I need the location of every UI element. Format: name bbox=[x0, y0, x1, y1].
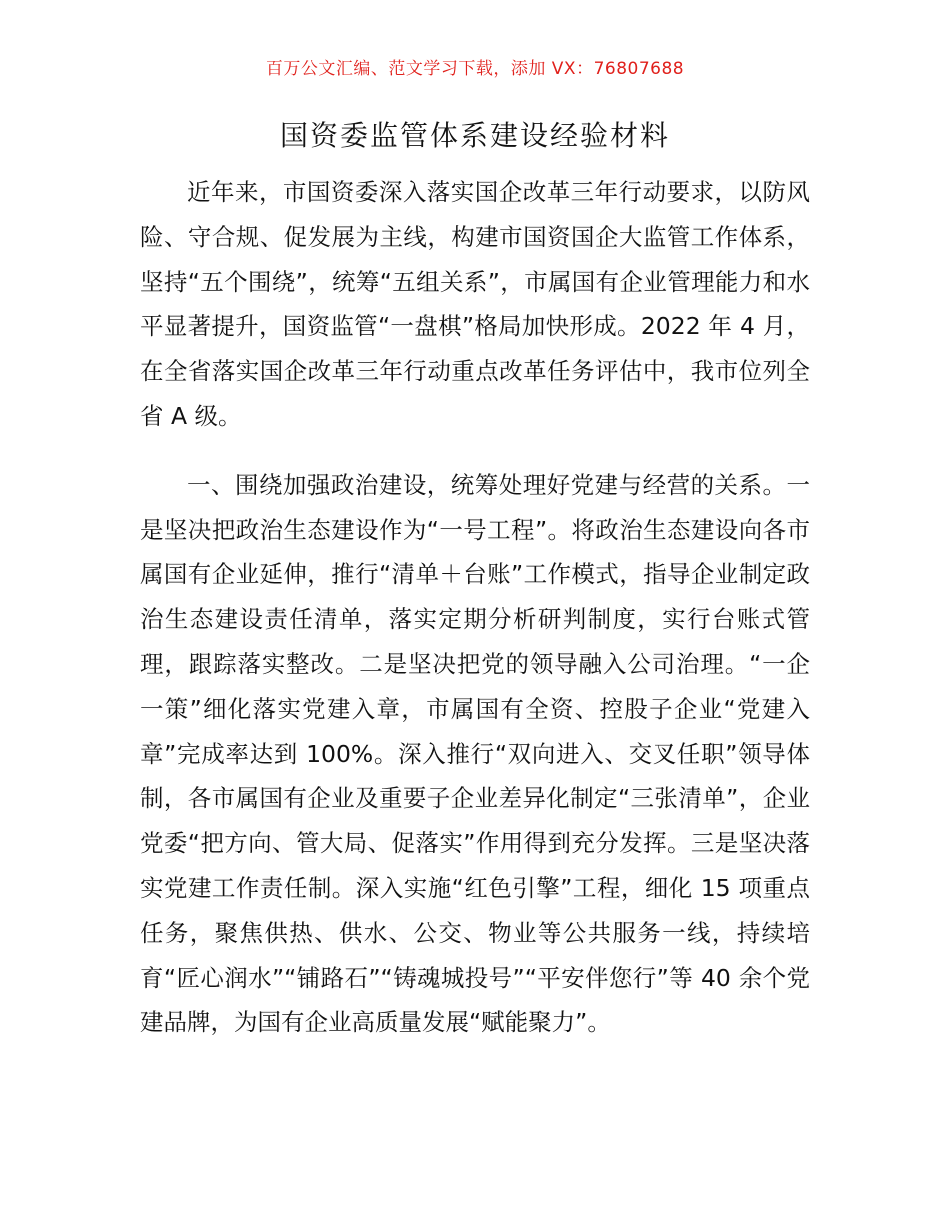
intro-paragraph: 近年来，市国资委深入落实国企改革三年行动要求，以防风险、守合规、促发展为主线，构建市国资国企大监管工作体系，坚持“五个围绕”，统筹“五组关系”，市属国有企业管理能力和水平显著提升，国资监管“一盘棋”格局加快形成。2022 年 4 月，在全省落实国企改革三年行动重点改革任务评估中，我市位列全省 A 级。 bbox=[140, 178, 810, 430]
section-one-paragraph: 一、围绕加强政治建设，统筹处理好党建与经营的关系。一是坚决把政治生态建设作为“一号工程”。将政治生态建设向各市属国有企业延伸，推行“清单＋台账”工作模式，指导企业制定政治生态建设责任清单，落实定期分析研判制度，实行台账式管理，跟踪落实整改。二是坚决把党的领导融入公司治理。“一企一策”细化落实党建入章，市属国有全资、控股子企业“党建入章”完成率达到 100%。深入推行“双向进入、交叉任职”领导体制，各市属国有企业及重要子企业差异化制定“三张清单”，企业党委“把方向、管大局、促落实”作用得到充分发挥。三是坚决落实党建工作责任制。深入实施“红色引擎”工程，细化 15 项重点任务，聚焦供热、供水、公交、物业等公共服务一线，持续培育“匠心润水”“铺路石”“铸魂城投号”“平安伴您行”等 40 余个党建品牌，为国有企业高质量发展“赋能聚力”。 bbox=[140, 470, 810, 1037]
download-banner: 百万公文汇编、范文学习下载，添加 VX：76807688 bbox=[265, 59, 685, 79]
document-title: 国资委监管体系建设经验材料 bbox=[279, 119, 670, 152]
document-body bbox=[140, 170, 810, 1045]
